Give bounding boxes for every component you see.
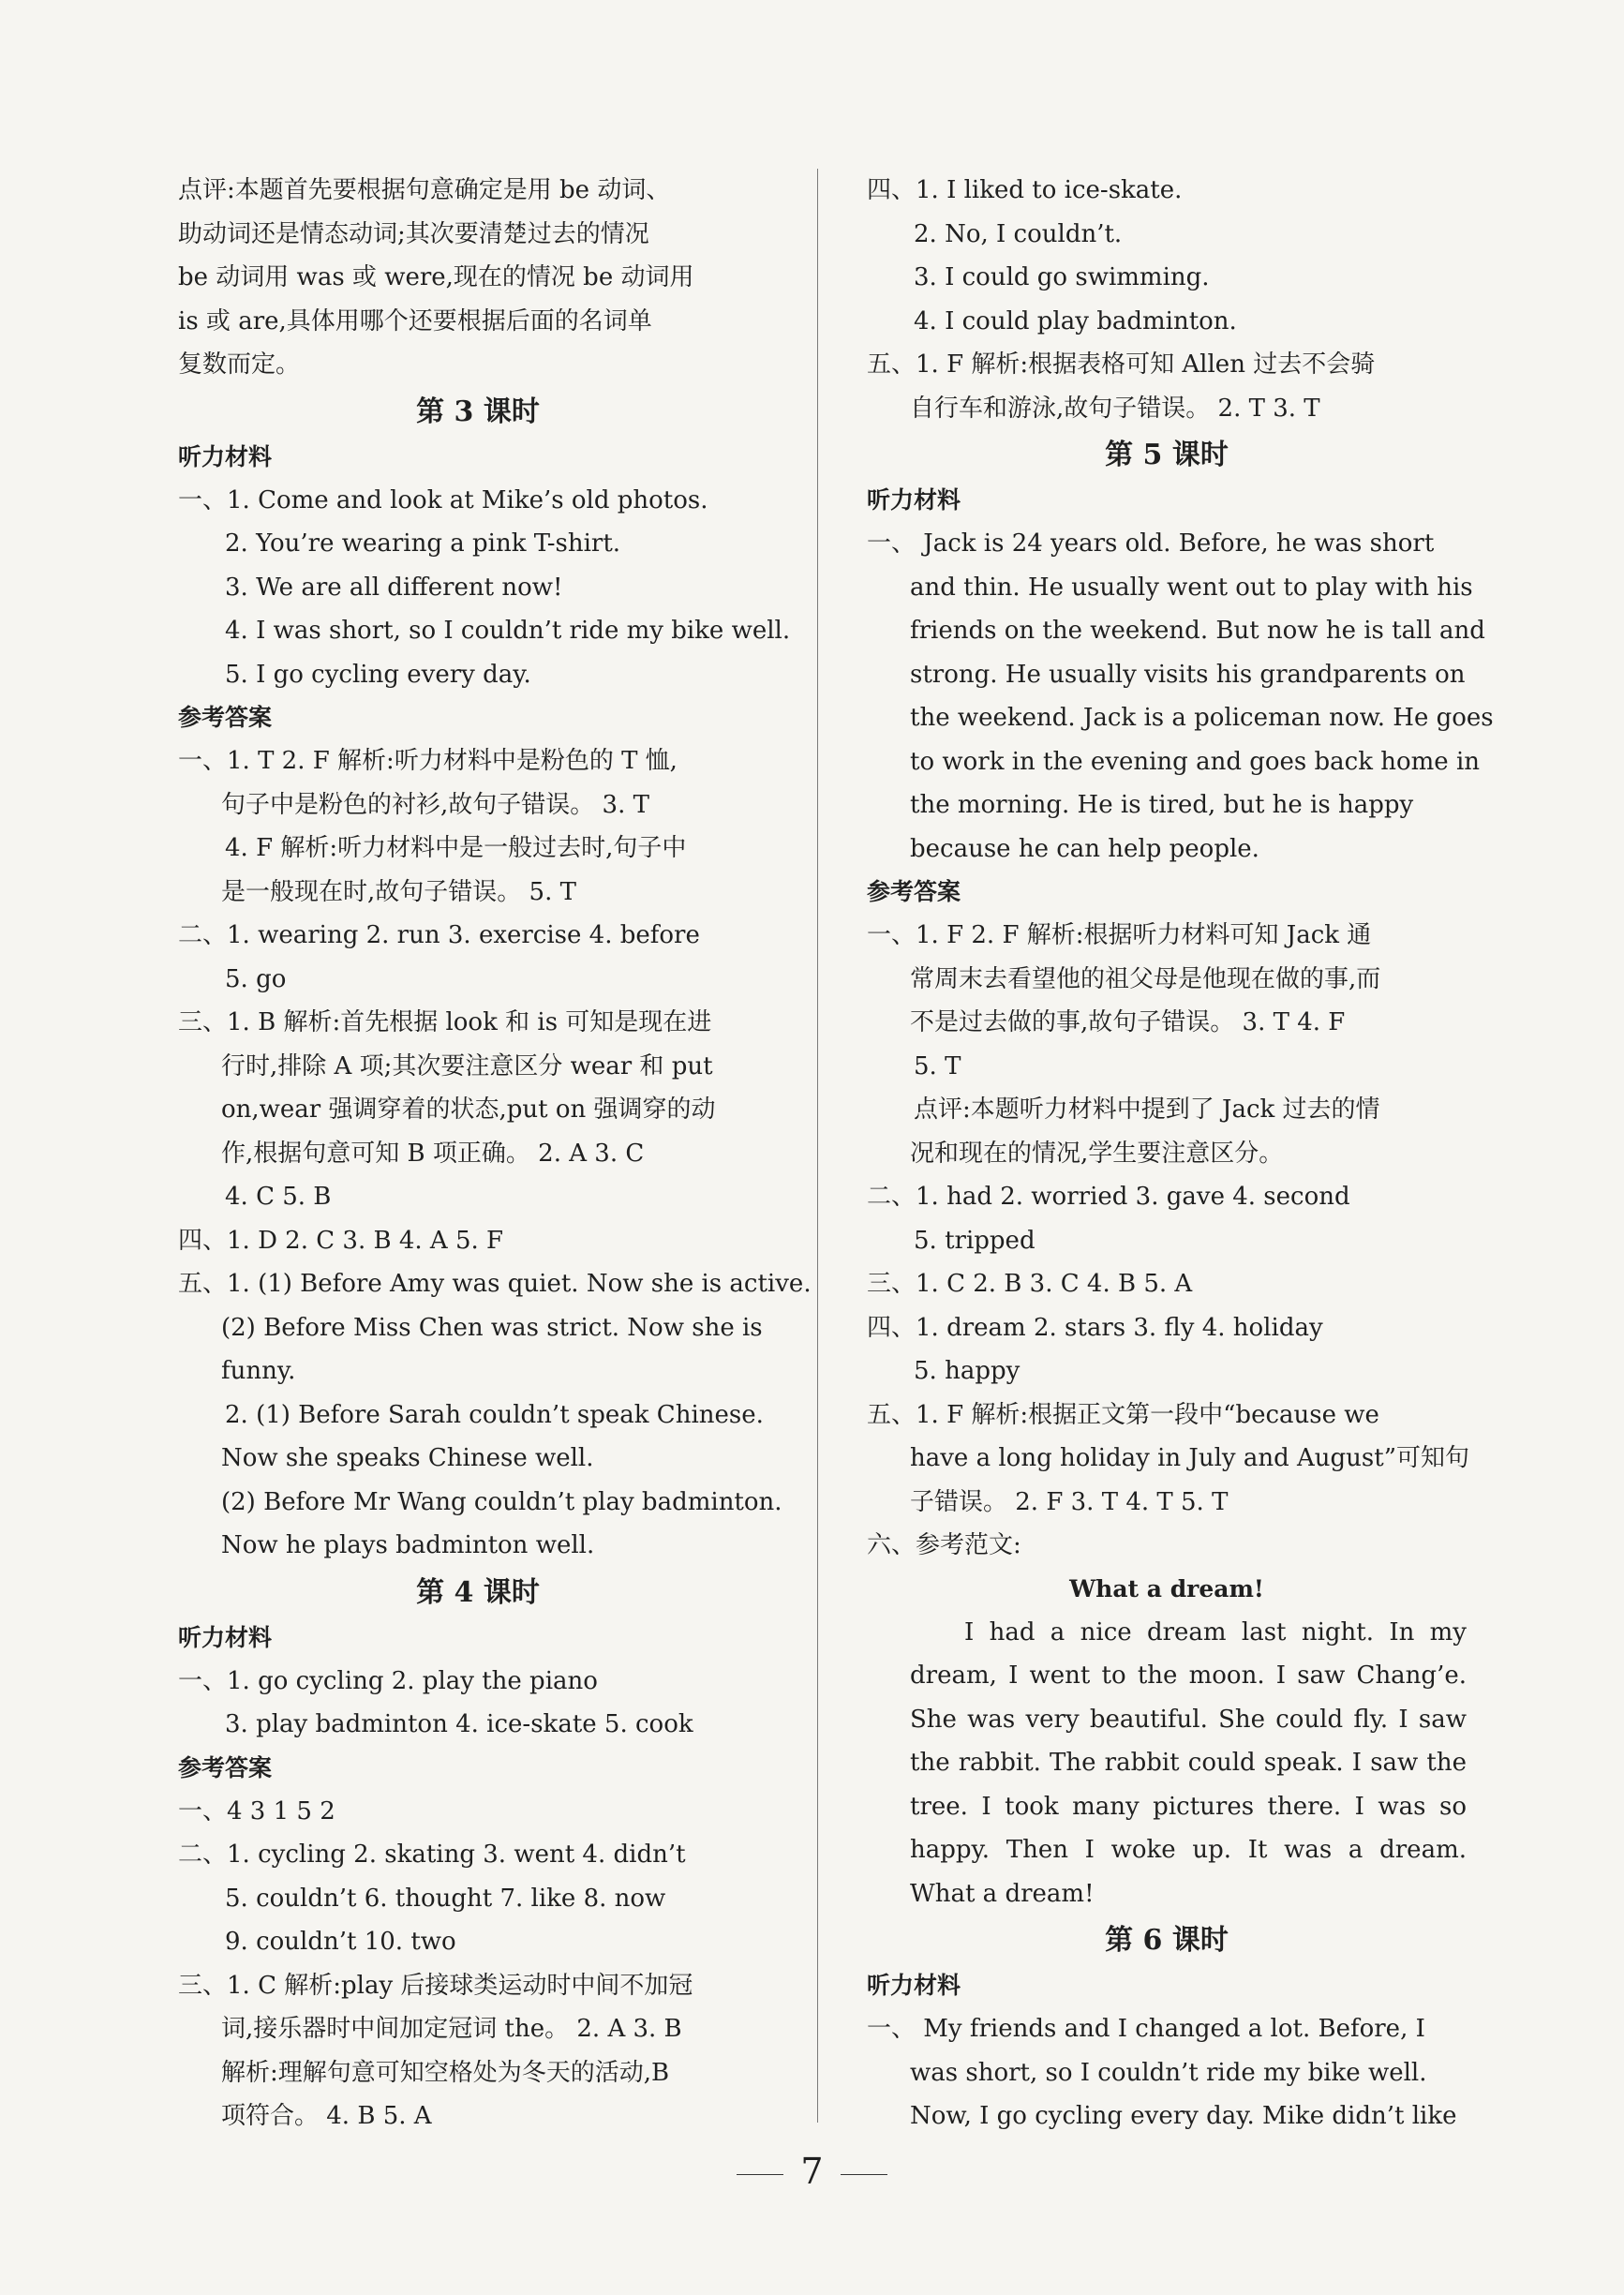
section-heading: 听力材料 <box>867 486 961 514</box>
answer-continuation: 自行车和游泳,故句子错误。 2. T 3. T <box>910 394 1320 423</box>
answer-line: 5. tripped <box>914 1226 1035 1255</box>
answer-line: 一、 My friends and I changed a lot. Before, I <box>867 2015 1425 2043</box>
answer-line: 四、1. D 2. C 3. B 4. A 5. F <box>178 1226 504 1255</box>
essay-title: What a dream! <box>1069 1574 1264 1602</box>
answer-continuation: have a long holiday in July and August”可知句 <box>910 1444 1470 1472</box>
answer-line: 一、 Jack is 24 years old. Before, he was short <box>867 529 1435 558</box>
essay-body: I had a nice dream last night. In my dream, I went to the moon. I saw Chang’e. She was very beautiful. She could fly. I saw the rabbit. The rabbit could speak. I saw the tree. I took many pictures there. I was so happy. Then I woke up. It was a dream. What a dream! <box>910 1617 1467 1908</box>
answer-line: 助动词还是情态动词;其次要清楚过去的情况 <box>178 219 649 248</box>
answer-line: 五、1. F 解析:根据正文第一段中“because we <box>867 1400 1379 1429</box>
answer-line: 一、1. Come and look at Mike’s old photos. <box>178 485 708 514</box>
answer-line: 六、参考范文: <box>867 1531 1021 1559</box>
page-number-value: 7 <box>800 2151 824 2192</box>
left-column <box>178 169 812 2139</box>
answer-continuation: 解析:理解句意可知空格处为冬天的活动,B <box>221 2058 670 2087</box>
answer-line: 三、1. C 解析:play 后接球类运动时中间不加冠 <box>178 1971 693 2000</box>
answer-line: 3. play badminton 4. ice-skate 5. cook <box>225 1710 693 1738</box>
answer-continuation: the morning. He is tired, but he is happy <box>910 791 1414 819</box>
answer-line: 2. (1) Before Sarah couldn’t speak Chinese. <box>225 1400 764 1429</box>
answer-line: 四、1. dream 2. stars 3. fly 4. holiday <box>867 1313 1323 1342</box>
answer-line: 二、1. wearing 2. run 3. exercise 4. before <box>178 921 700 949</box>
answer-line: 一、1. go cycling 2. play the piano <box>178 1666 598 1695</box>
lesson-heading: 第 6 课时 <box>1105 1924 1229 1957</box>
answer-continuation: 作,根据句意可知 B 项正确。 2. A 3. C <box>221 1139 645 1168</box>
answer-line: 五、1. F 解析:根据表格可知 Allen 过去不会骑 <box>867 350 1376 379</box>
answer-line: 点评:本题听力材料中提到了 Jack 过去的情 <box>914 1095 1380 1124</box>
section-heading: 参考答案 <box>867 878 961 905</box>
answer-line: 5. T <box>914 1051 961 1080</box>
answer-continuation: 常周末去看望他的祖父母是他现在做的事,而 <box>910 964 1381 993</box>
section-heading: 听力材料 <box>178 442 273 470</box>
answer-line: 4. F 解析:听力材料中是一般过去时,句子中 <box>225 834 687 862</box>
lesson-heading: 第 4 课时 <box>416 1575 540 1609</box>
page-number-dash-right <box>841 2174 887 2175</box>
lesson-heading: 第 5 课时 <box>1105 439 1229 471</box>
answer-line: 三、1. B 解析:首先根据 look 和 is 可知是现在进 <box>178 1008 712 1036</box>
answer-continuation: because he can help people. <box>910 834 1259 863</box>
answer-continuation: (2) Before Mr Wang couldn’t play badminton. <box>221 1487 782 1516</box>
answer-continuation: Now she speaks Chinese well. <box>221 1444 594 1472</box>
answer-continuation: Now he plays badminton well. <box>221 1531 595 1559</box>
answer-line: 三、1. C 2. B 3. C 4. B 5. A <box>867 1270 1193 1298</box>
answer-line: 9. couldn’t 10. two <box>225 1928 456 1956</box>
answer-line: 5. couldn’t 6. thought 7. like 8. now <box>225 1884 666 1913</box>
answer-continuation: friends on the weekend. But now he is tall and <box>910 617 1485 645</box>
answer-line: 4. I was short, so I couldn’t ride my bike well. <box>225 617 791 645</box>
answer-continuation: 词,接乐器时中间加定冠词 the。 2. A 3. B <box>221 2015 682 2043</box>
answer-line: 5. I go cycling every day. <box>225 660 531 689</box>
answer-line: is 或 are,具体用哪个还要根据后面的名词单 <box>178 306 652 335</box>
lesson-heading: 第 3 课时 <box>416 395 540 428</box>
answer-line: 3. I could go swimming. <box>914 263 1210 291</box>
right-column <box>867 169 1494 2139</box>
answer-continuation: strong. He usually visits his grandparents on <box>910 660 1466 689</box>
answer-line: 一、4 3 1 5 2 <box>178 1796 335 1826</box>
section-heading: 听力材料 <box>178 1623 273 1651</box>
answer-line: 点评:本题首先要根据句意确定是用 be 动词、 <box>178 176 671 204</box>
answer-continuation: 是一般现在时,故句子错误。 5. T <box>221 877 576 906</box>
answer-line: 一、1. T 2. F 解析:听力材料中是粉色的 T 恤, <box>178 747 678 775</box>
answer-line: 复数而定。 <box>178 350 301 379</box>
section-heading: 参考答案 <box>178 1753 273 1781</box>
answer-line: 3. We are all different now! <box>225 573 563 602</box>
answer-continuation: and thin. He usually went out to play with his <box>910 573 1473 602</box>
answer-line: 二、1. cycling 2. skating 3. went 4. didn’t <box>178 1840 686 1869</box>
section-heading: 参考答案 <box>178 704 273 731</box>
answer-line: 五、1. (1) Before Amy was quiet. Now she is active. <box>178 1270 812 1298</box>
answer-line: 四、1. I liked to ice-skate. <box>867 176 1183 204</box>
answer-continuation: the weekend. Jack is a policeman now. He goes <box>910 704 1494 732</box>
section-heading: 听力材料 <box>867 1972 961 1999</box>
answer-continuation: on,wear 强调穿着的状态,put on 强调穿的动 <box>221 1095 716 1124</box>
answer-continuation: 况和现在的情况,学生要注意区分。 <box>910 1139 1284 1168</box>
answer-line: be 动词用 was 或 were,现在的情况 be 动词用 <box>178 263 694 291</box>
answer-line: 一、1. F 2. F 解析:根据听力材料可知 Jack 通 <box>867 921 1372 949</box>
answer-continuation: was short, so I couldn’t ride my bike well. <box>910 2058 1427 2087</box>
answer-line: 二、1. had 2. worried 3. gave 4. second <box>867 1183 1350 1211</box>
answer-line: 4. C 5. B <box>225 1183 332 1211</box>
answer-line: 5. go <box>225 964 287 993</box>
page-number <box>0 2151 1624 2192</box>
answer-line: 2. You’re wearing a pink T-shirt. <box>225 529 621 558</box>
answer-line: 4. I could play badminton. <box>914 306 1237 335</box>
answer-continuation: (2) Before Miss Chen was strict. Now she is <box>221 1313 763 1342</box>
column-divider <box>817 169 818 2123</box>
answer-continuation: 行时,排除 A 项;其次要注意区分 wear 和 put <box>221 1051 713 1080</box>
page-number-dash-left <box>737 2174 783 2175</box>
answer-continuation: Now, I go cycling every day. Mike didn’t like <box>910 2102 1457 2130</box>
answer-continuation: to work in the evening and goes back home in <box>910 747 1481 776</box>
answer-continuation: 不是过去做的事,故句子错误。 3. T 4. F <box>910 1008 1346 1036</box>
answer-line: 5. happy <box>914 1357 1021 1385</box>
answer-continuation: 项符合。 4. B 5. A <box>221 2102 432 2130</box>
answer-continuation: 子错误。 2. F 3. T 4. T 5. T <box>910 1487 1229 1516</box>
answer-line: 2. No, I couldn’t. <box>914 219 1123 248</box>
answer-continuation: funny. <box>221 1357 296 1385</box>
answer-continuation: 句子中是粉色的衬衫,故句子错误。 3. T <box>221 790 649 819</box>
